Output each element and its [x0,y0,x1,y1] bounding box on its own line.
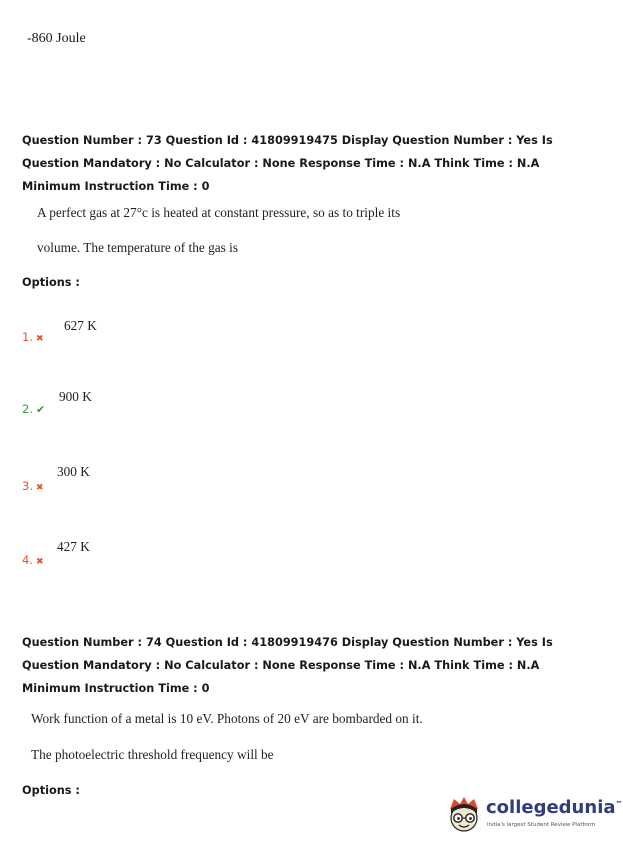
question-74-options-label: Options : [22,784,80,797]
option-3-number: 3. [22,479,33,493]
cross-mark-icon: ✖ [35,334,44,344]
option-3 [22,479,44,493]
previous-option-text: -860 Joule [27,31,86,46]
collegedunia-logo [444,793,623,839]
question-73-meta: Question Number : 73 Question Id : 41809919475 Display Question Number : Yes Is Question Mandatory : No Calculator : None Response Time : N.A Think Time : N.A Minimum Instruction Time : 0 [22,134,553,193]
option-1 [22,330,44,344]
mascot-face-icon [444,795,484,835]
question-74-meta: Question Number : 74 Question Id : 41809919476 Display Question Number : Yes Is Question Mandatory : No Calculator : None Response Time : N.A Think Time : N.A Minimum Instruction Time : 0 [22,636,553,695]
question-73-text-line-1: A perfect gas at 27°c is heated at constant pressure, so as to triple its [37,205,401,220]
option-2-text: 900 K [59,389,92,404]
option-4 [22,553,44,567]
logo-wordmark: collegedunia™ [486,797,623,818]
cross-mark-icon: ✖ [35,557,44,567]
option-4-number: 4. [22,553,33,567]
question-73-text-line-2: volume. The temperature of the gas is [37,240,238,255]
logo-tagline: India's largest Student Review Platform [487,822,596,828]
option-3-text: 300 K [57,464,90,479]
option-1-text: 627 K [64,318,97,333]
question-74-text-line-1: Work function of a metal is 10 eV. Photons of 20 eV are bombarded on it. [31,711,423,726]
question-74-text-line-2: The photoelectric threshold frequency will be [31,747,274,762]
option-1-number: 1. [22,330,33,344]
check-mark-icon: ✔ [35,403,46,416]
cross-mark-icon: ✖ [35,483,44,493]
question-73-options-label: Options : [22,276,80,289]
option-4-text: 427 K [57,539,90,554]
option-2-number: 2. [22,402,33,416]
option-2 [22,402,45,416]
